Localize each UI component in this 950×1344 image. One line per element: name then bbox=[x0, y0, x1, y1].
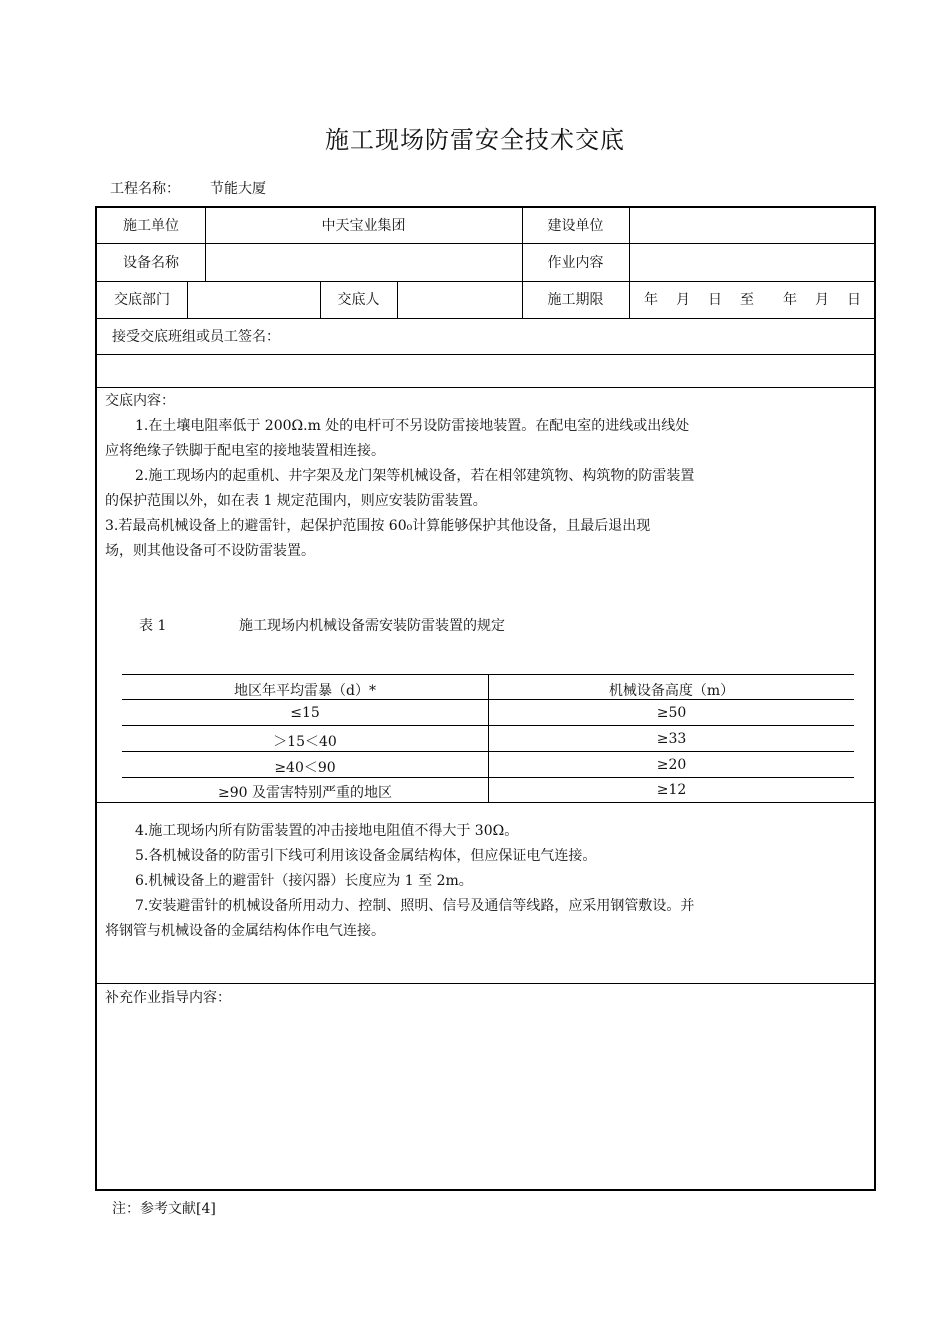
department-field[interactable] bbox=[188, 285, 320, 315]
row-divider bbox=[97, 387, 876, 388]
content-line: 应将绝缘子铁脚于配电室的接地装置相连接。 bbox=[105, 443, 385, 459]
equipment-label: 设备名称 bbox=[123, 255, 179, 271]
person-field[interactable] bbox=[398, 285, 522, 315]
year-label: 年 bbox=[644, 292, 658, 308]
person-label: 交底人 bbox=[337, 292, 380, 308]
month-label: 月 bbox=[676, 292, 690, 308]
row-divider bbox=[97, 983, 876, 984]
year-label: 年 bbox=[783, 292, 797, 308]
work-content-label: 作业内容 bbox=[547, 255, 604, 271]
table-cell: ＞15＜40 bbox=[273, 734, 337, 750]
row-divider bbox=[97, 354, 876, 355]
table-cell: ≥50 bbox=[656, 705, 687, 721]
construction-unit-value: 中天宝业集团 bbox=[321, 218, 406, 234]
day-label: 日 bbox=[708, 292, 722, 308]
content-heading: 交底内容： bbox=[105, 393, 175, 409]
project-name bbox=[110, 178, 266, 198]
row-divider bbox=[97, 281, 876, 282]
content-line: 的保护范围以外，如在表 1 规定范围内，则应安装防雷装置。 bbox=[105, 493, 487, 509]
content-line: 将钢管与机械设备的金属结构体作电气连接。 bbox=[105, 923, 385, 939]
signature-label: 接受交底班组或员工签名： bbox=[112, 329, 280, 345]
content-line: 6.机械设备上的避雷针（接闪器）长度应为 1 至 2m。 bbox=[135, 873, 473, 889]
table-cell: ≥12 bbox=[656, 782, 687, 798]
builder-unit-field[interactable] bbox=[630, 212, 876, 240]
row-divider bbox=[97, 243, 876, 244]
month-label: 月 bbox=[815, 292, 829, 308]
table-cell: ≥33 bbox=[656, 731, 687, 747]
table-cell: ≥20 bbox=[656, 757, 687, 773]
work-content-field[interactable] bbox=[630, 248, 876, 278]
signature-field[interactable] bbox=[99, 356, 874, 385]
form-frame bbox=[95, 206, 876, 1191]
row-divider bbox=[97, 318, 876, 319]
table-header-cell: 机械设备高度（m） bbox=[608, 683, 735, 699]
table-header-cell: 地区年平均雷暴（d）* bbox=[234, 683, 376, 699]
builder-unit-label: 建设单位 bbox=[547, 218, 604, 234]
content-line: 5.各机械设备的防雷引下线可利用该设备金属结构体，但应保证电气连接。 bbox=[135, 848, 597, 864]
content-line: 2.施工现场内的起重机、井字架及龙门架等机械设备，若在相邻建筑物、构筑物的防雷装置 bbox=[135, 468, 695, 484]
table-rule bbox=[97, 802, 876, 803]
content-line: 4.施工现场内所有防雷装置的冲击接地电阻值不得大于 30Ω。 bbox=[135, 823, 519, 839]
table-cell: ≥40＜90 bbox=[274, 760, 336, 776]
content-line: 3.若最高机械设备上的避雷针，起保护范围按 60₀计算能够保护其他设备，且最后退出现 bbox=[105, 518, 651, 534]
content-line: 1.在土壤电阻率低于 200Ω.m 处的电杆可不另设防雷接地装置。在配电室的进线或出线处 bbox=[135, 418, 690, 434]
period-dates bbox=[635, 292, 875, 308]
page-title: 施工现场防雷安全技术交底 bbox=[325, 126, 625, 154]
equipment-field[interactable] bbox=[206, 248, 522, 278]
to-label: 至 bbox=[740, 292, 754, 308]
content-line: 7.安装避雷针的机械设备所用动力、控制、照明、信号及通信等线路，应采用钢管敷设。并 bbox=[135, 898, 695, 914]
project-label: 工程名称： bbox=[110, 181, 180, 197]
table-cell: ≥90 及雷害特别严重的地区 bbox=[218, 785, 392, 801]
content-line: 场，则其他设备可不设防雷装置。 bbox=[105, 543, 315, 559]
period-label: 施工期限 bbox=[547, 292, 604, 308]
table-cell: ≤15 bbox=[290, 705, 320, 721]
construction-unit-label: 施工单位 bbox=[123, 218, 179, 234]
footnote: 注：参考文献[4] bbox=[112, 1201, 216, 1217]
table-caption: 施工现场内机械设备需安装防雷装置的规定 bbox=[239, 618, 505, 634]
department-label: 交底部门 bbox=[114, 292, 170, 308]
supplement-label: 补充作业指导内容： bbox=[105, 990, 231, 1006]
project-value: 节能大厦 bbox=[210, 181, 266, 197]
supplement-field[interactable] bbox=[99, 1013, 874, 1188]
table-caption-number: 表 1 bbox=[139, 618, 167, 634]
day-label: 日 bbox=[847, 292, 861, 308]
